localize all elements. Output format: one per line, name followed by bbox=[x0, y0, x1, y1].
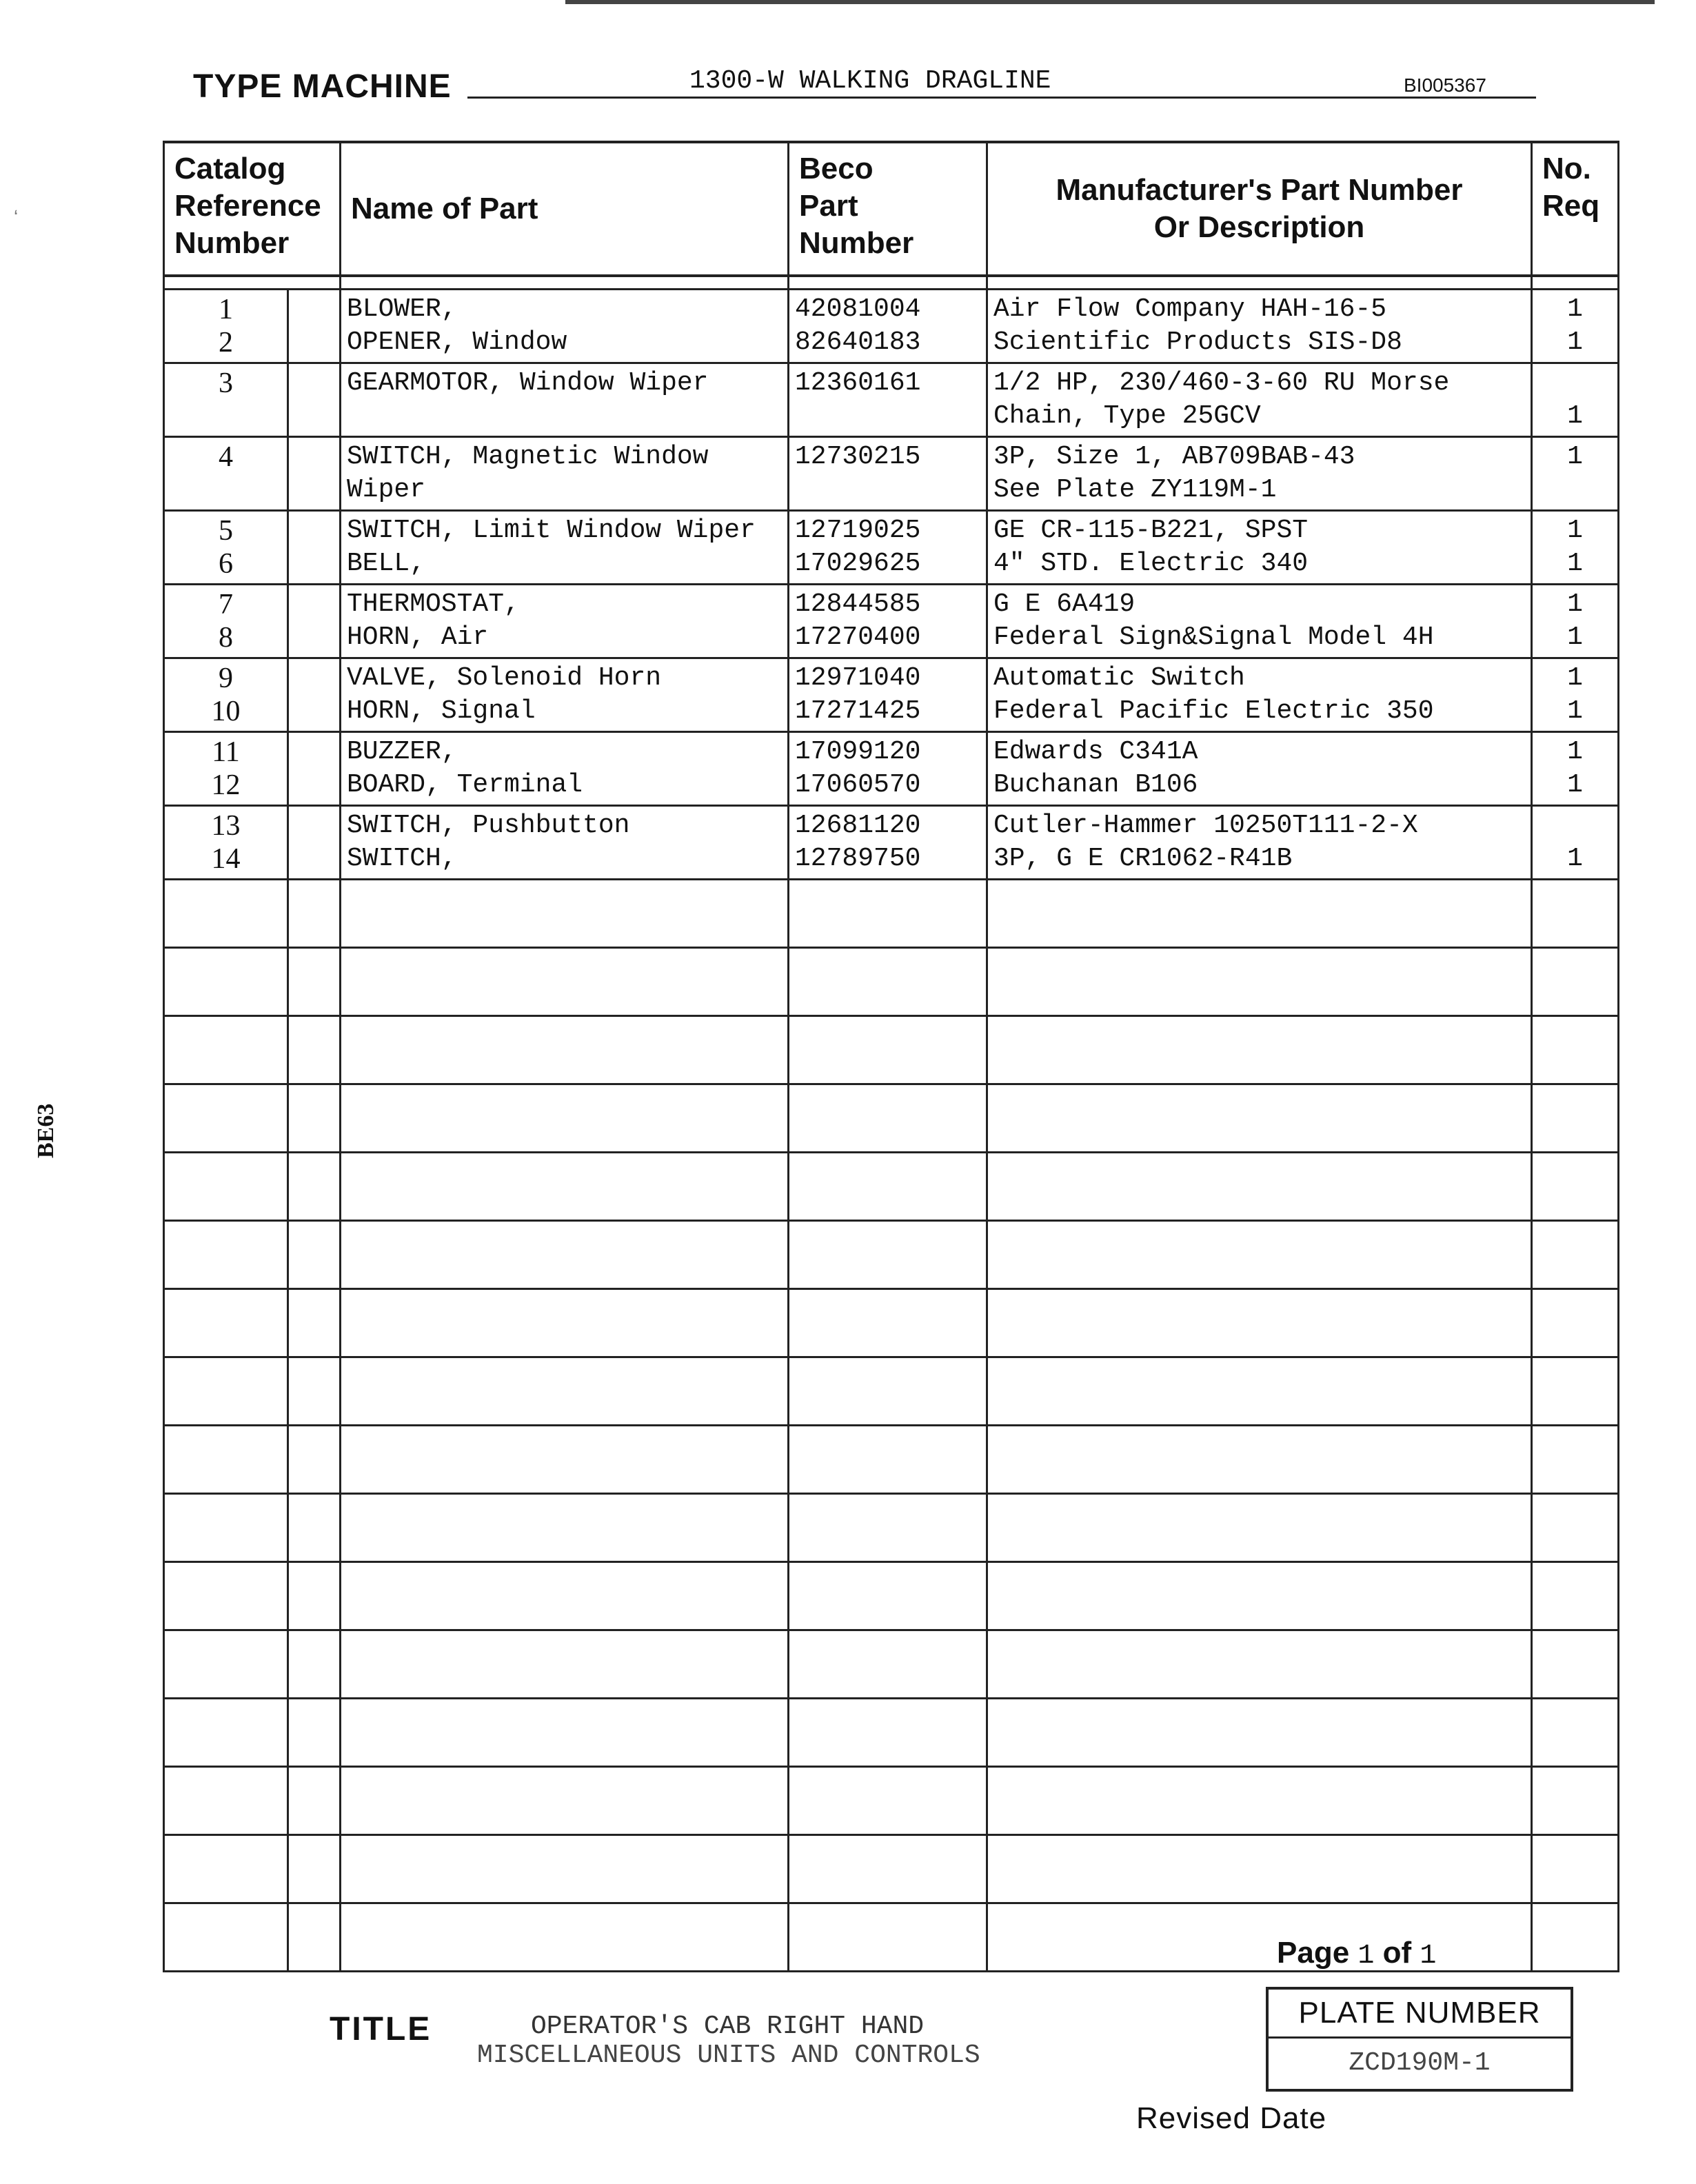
qty-cell: 1 bbox=[1532, 363, 1619, 437]
revised-date-label: Revised Date bbox=[1136, 2101, 1327, 2135]
beco-number-cell: 12971040 17271425 bbox=[789, 658, 987, 732]
qty-cell: 1 1 bbox=[1532, 290, 1619, 363]
empty-table-row bbox=[164, 880, 1619, 948]
page-label: Page bbox=[1277, 1936, 1350, 1970]
table-row bbox=[164, 732, 1619, 806]
beco-number-cell: 12844585 17270400 bbox=[789, 585, 987, 658]
manufacturer-cell: 1/2 HP, 230/460-3-60 RU Morse Chain, Type 25GCV bbox=[987, 363, 1532, 437]
catalog-ref-cell: 1 2 bbox=[164, 290, 288, 363]
qty-cell: 1 bbox=[1532, 806, 1619, 880]
manufacturer-cell: G E 6A419 Federal Sign&Signal Model 4H bbox=[987, 585, 1532, 658]
table-row bbox=[164, 806, 1619, 880]
empty-table-row bbox=[164, 1221, 1619, 1289]
table-row bbox=[164, 437, 1619, 511]
title-line-2: MISCELLANEOUS UNITS AND CONTROLS bbox=[477, 2041, 980, 2070]
catalog-ref-cell: 3 bbox=[164, 363, 288, 437]
manufacturer-cell: 3P, Size 1, AB709BAB-43 See Plate ZY119M-1 bbox=[987, 437, 1532, 511]
parts-table bbox=[163, 141, 1619, 1972]
plate-number-label: PLATE NUMBER bbox=[1269, 1990, 1571, 2039]
table-row bbox=[164, 585, 1619, 658]
table-row bbox=[164, 511, 1619, 585]
column-header-catalog-ref: Catalog Reference Number bbox=[164, 142, 341, 276]
catalog-ref-cell: 9 10 bbox=[164, 658, 288, 732]
empty-table-row bbox=[164, 1767, 1619, 1835]
manufacturer-cell: Edwards C341A Buchanan B106 bbox=[987, 732, 1532, 806]
type-machine-underline bbox=[467, 97, 1536, 99]
beco-number-cell: 12730215 bbox=[789, 437, 987, 511]
column-header-manufacturer: Manufacturer's Part Number Or Description bbox=[987, 142, 1532, 276]
page-of-label: of bbox=[1382, 1936, 1412, 1970]
qty-cell: 1 1 bbox=[1532, 585, 1619, 658]
table-header-row bbox=[164, 142, 1619, 276]
title-line-1: OPERATOR'S CAB RIGHT HAND bbox=[531, 2012, 925, 2041]
margin-mark: ʻ bbox=[14, 207, 19, 228]
empty-table-row bbox=[164, 948, 1619, 1016]
part-name-cell: VALVE, Solenoid Horn HORN, Signal bbox=[341, 658, 789, 732]
beco-number-cell: 17099120 17060570 bbox=[789, 732, 987, 806]
beco-number-cell: 12360161 bbox=[789, 363, 987, 437]
beco-number-cell: 12719025 17029625 bbox=[789, 511, 987, 585]
empty-table-row bbox=[164, 1562, 1619, 1630]
empty-table-row bbox=[164, 1084, 1619, 1153]
top-rule bbox=[565, 0, 1655, 4]
column-header-name: Name of Part bbox=[341, 142, 789, 276]
part-name-cell: GEARMOTOR, Window Wiper bbox=[341, 363, 789, 437]
catalog-ref-cell: 11 12 bbox=[164, 732, 288, 806]
type-machine-label: TYPE MACHINE bbox=[193, 68, 452, 105]
plate-number-value: ZCD190M-1 bbox=[1349, 2048, 1491, 2078]
part-name-cell: SWITCH, Limit Window Wiper BELL, bbox=[341, 511, 789, 585]
qty-cell: 1 1 bbox=[1532, 732, 1619, 806]
empty-table-row bbox=[164, 1699, 1619, 1767]
column-header-beco: Beco Part Number bbox=[789, 142, 987, 276]
manufacturer-cell: Cutler-Hammer 10250T111-2-X 3P, G E CR1062-R41B bbox=[987, 806, 1532, 880]
table-spacer-row bbox=[164, 276, 1619, 290]
manufacturer-cell: Air Flow Company HAH-16-5 Scientific Products SIS-D8 bbox=[987, 290, 1532, 363]
side-code: BE63 bbox=[33, 1103, 59, 1158]
part-name-cell: BUZZER, BOARD, Terminal bbox=[341, 732, 789, 806]
part-name-cell: SWITCH, Magnetic Window Wiper bbox=[341, 437, 789, 511]
empty-table-row bbox=[164, 1289, 1619, 1357]
table-row bbox=[164, 658, 1619, 732]
part-name-cell: SWITCH, Pushbutton SWITCH, bbox=[341, 806, 789, 880]
table-row bbox=[164, 363, 1619, 437]
page-number: 1 bbox=[1357, 1941, 1375, 1972]
title-label: TITLE bbox=[330, 2011, 432, 2048]
part-name-cell: THERMOSTAT, HORN, Air bbox=[341, 585, 789, 658]
page-total: 1 bbox=[1420, 1941, 1437, 1972]
empty-table-row bbox=[164, 1153, 1619, 1221]
qty-cell: 1 1 bbox=[1532, 511, 1619, 585]
manufacturer-cell: GE CR-115-B221, SPST 4" STD. Electric 340 bbox=[987, 511, 1532, 585]
beco-number-cell: 42081004 82640183 bbox=[789, 290, 987, 363]
empty-table-row bbox=[164, 1494, 1619, 1562]
empty-table-row bbox=[164, 1016, 1619, 1084]
qty-cell: 1 bbox=[1532, 437, 1619, 511]
catalog-ref-cell: 4 bbox=[164, 437, 288, 511]
empty-table-row bbox=[164, 1630, 1619, 1699]
beco-number-cell: 12681120 12789750 bbox=[789, 806, 987, 880]
column-header-qty: No. Req bbox=[1532, 142, 1619, 276]
part-name-cell: BLOWER, OPENER, Window bbox=[341, 290, 789, 363]
empty-table-row bbox=[164, 1357, 1619, 1426]
catalog-ref-cell: 5 6 bbox=[164, 511, 288, 585]
catalog-ref-cell: 7 8 bbox=[164, 585, 288, 658]
page-indicator bbox=[1277, 1936, 1436, 1972]
manufacturer-cell: Automatic Switch Federal Pacific Electric 350 bbox=[987, 658, 1532, 732]
empty-table-row bbox=[164, 1835, 1619, 1903]
document-id: BI005367 bbox=[1404, 74, 1486, 96]
qty-cell: 1 1 bbox=[1532, 658, 1619, 732]
table-row bbox=[164, 290, 1619, 363]
empty-table-row bbox=[164, 1426, 1619, 1494]
catalog-ref-cell: 13 14 bbox=[164, 806, 288, 880]
plate-number-box bbox=[1266, 1987, 1573, 2092]
type-machine-value: 1300-W WALKING DRAGLINE bbox=[689, 66, 1051, 96]
